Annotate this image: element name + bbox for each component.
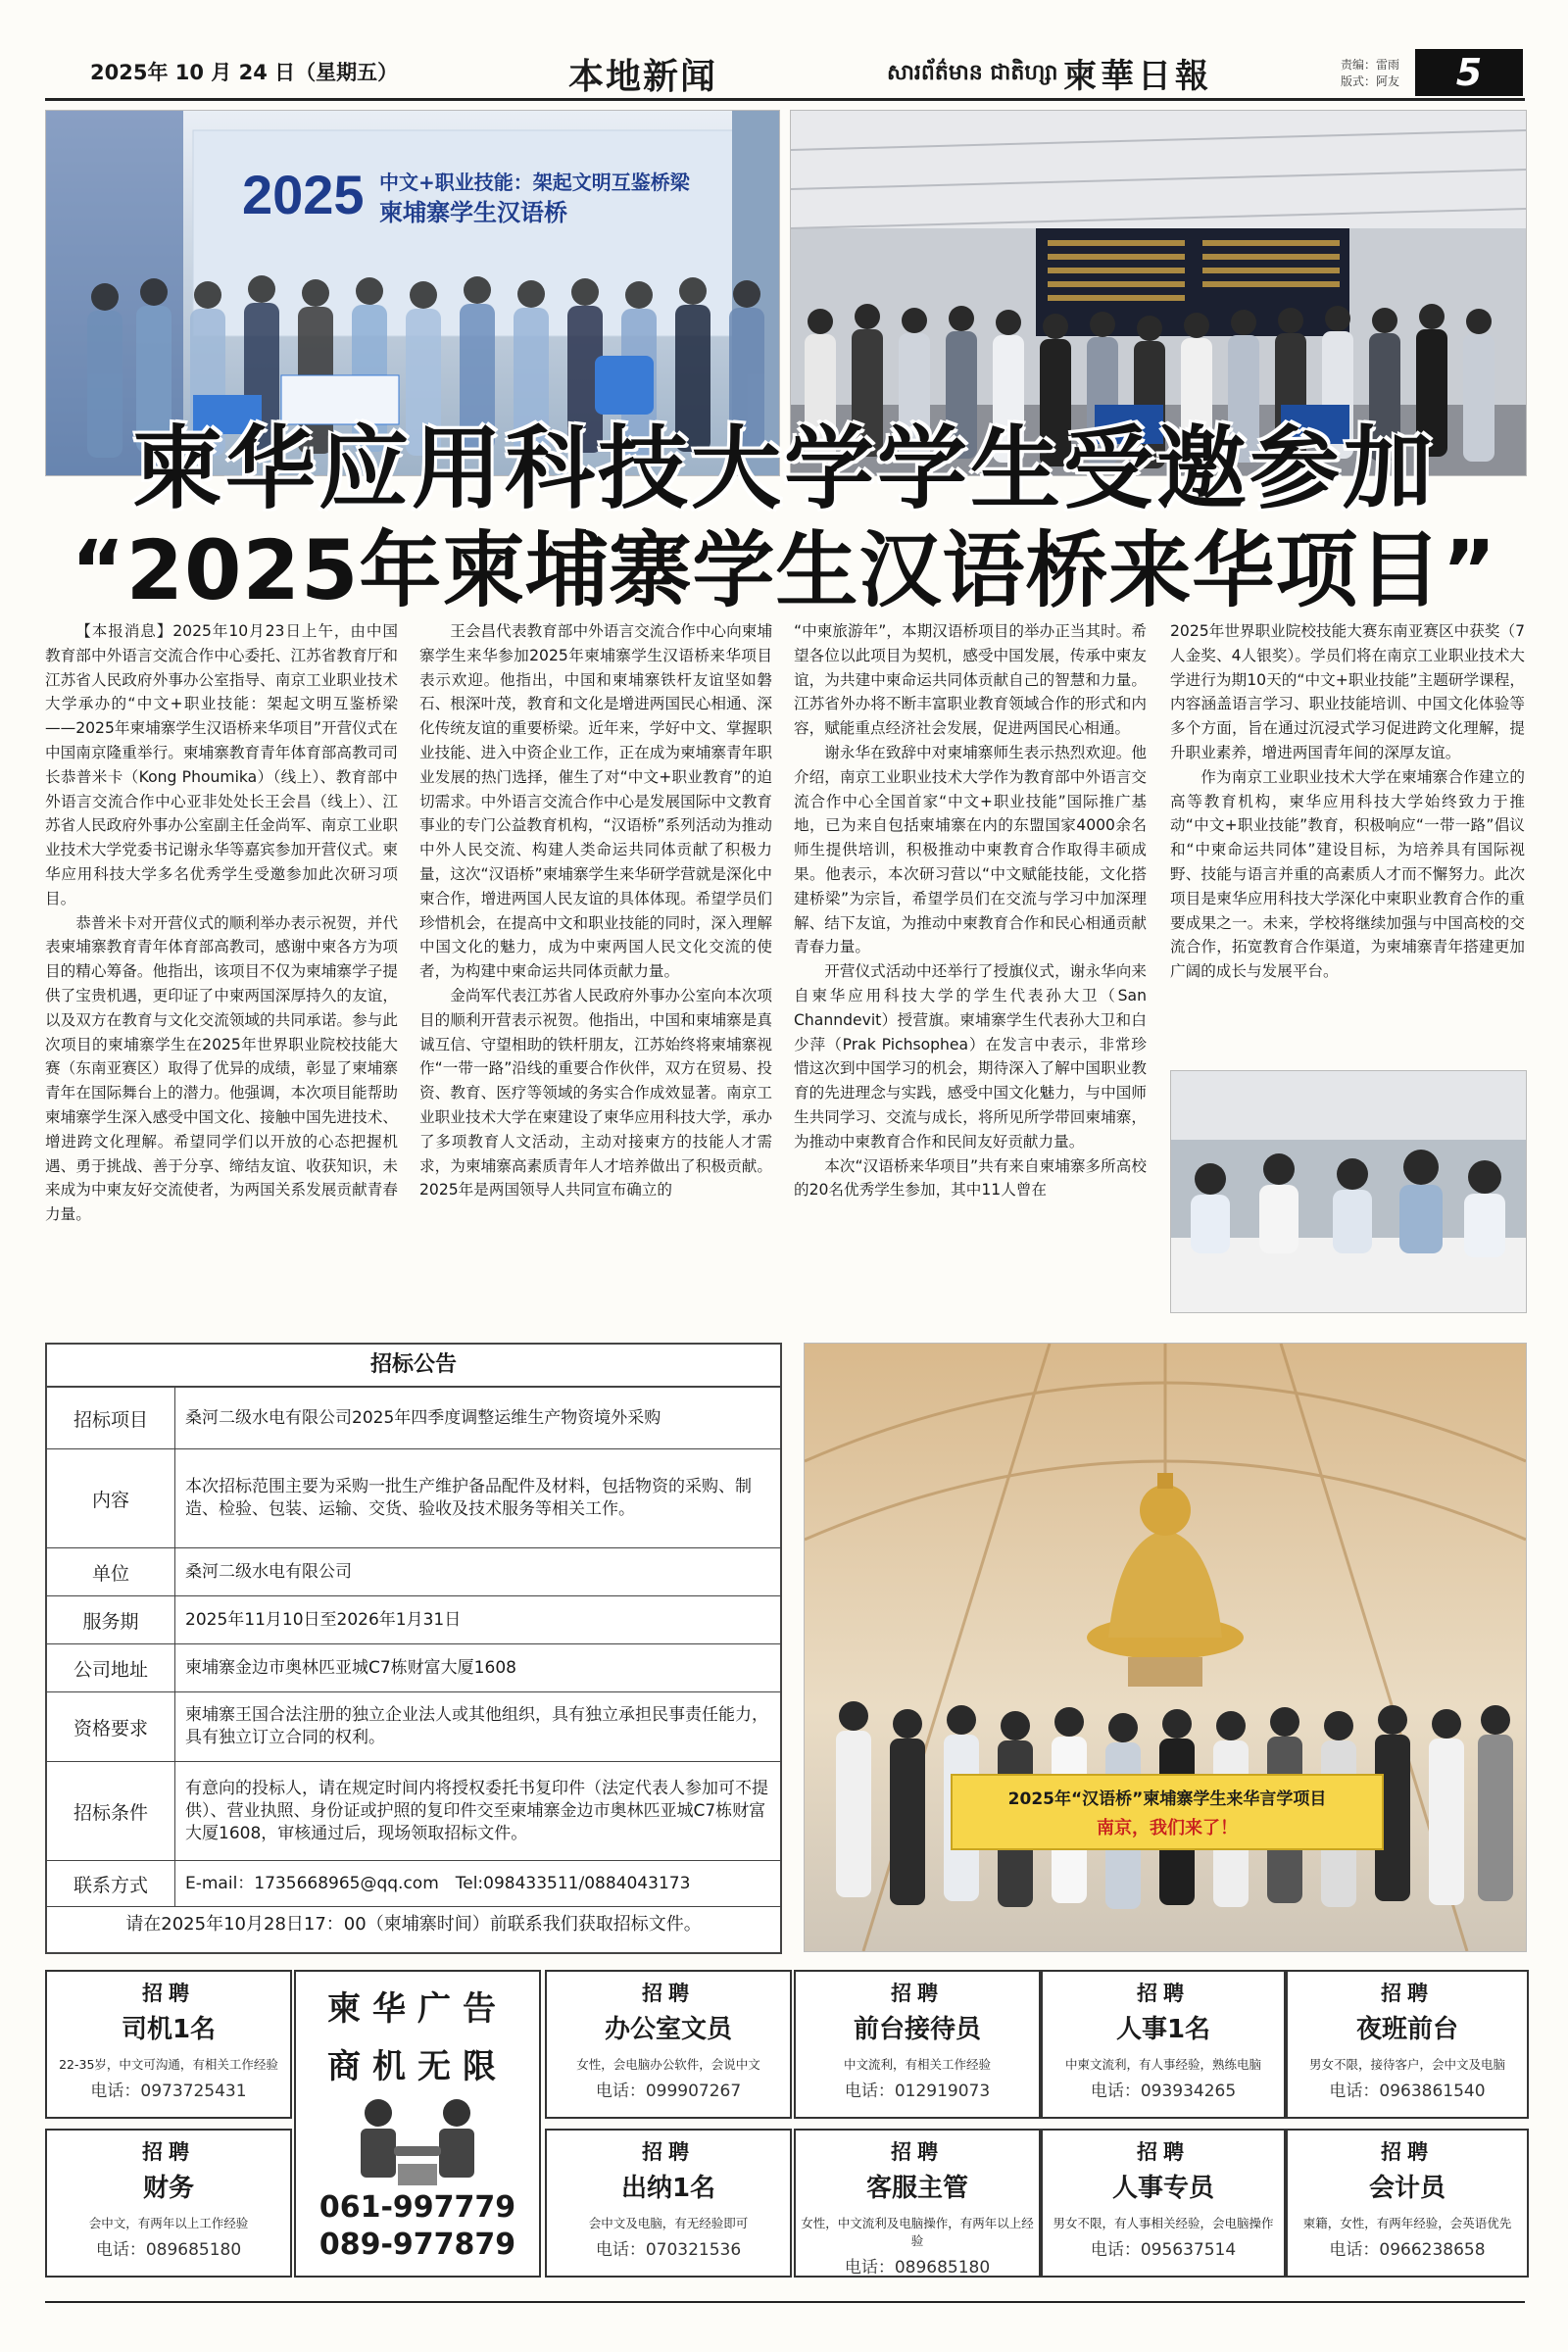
ad-title: 出纳1名 [620,2174,716,2203]
banner-caption-line-1: 2025年“汉语桥”柬埔寨学生来华言学项目 [1007,1789,1327,1809]
ad-phone: 电话：089685180 [844,2258,991,2278]
editor-credits [1341,57,1399,90]
job-ad [45,1970,292,2119]
paper-masthead: 柬華日報 [1063,57,1212,96]
handshake-icon [339,2091,496,2189]
ad-header: 招聘 [642,2140,695,2164]
banner-caption-line-2: 南京，我们来了！ [1097,1818,1238,1838]
editor-name: 责编：雷雨 [1341,58,1400,72]
tender-row-label: 招标条件 [47,1762,175,1860]
tender-row-value: 桑河二级水电有限公司 [185,1561,352,1582]
ad-header: 招聘 [142,1982,195,2005]
ad-header: 招聘 [1381,1982,1434,2005]
khmer-masthead: សារព័ត៌មាន ជាតិហ្សា [887,61,1058,85]
promo-line-2: 商机无限 [327,2047,508,2086]
tender-contact: E-mail：1735668965@qq.com Tel:098433511/0884043173 [185,1873,691,1893]
tender-row-value: 有意向的投标人，请在规定时间内将授权委托书复印件（法定代表人参加可不提供）、营业执照、身份证或护照的复印件交至柬埔寨金边市奥林匹亚城C7栋财富大厦1608，审核通过后，现场领取招标文件。 [185,1778,768,1843]
ad-header: 招聘 [1381,2140,1434,2164]
tender-row [47,1548,780,1596]
job-ad [45,2129,292,2278]
tender-row-value: 柬埔寨王国合法注册的独立企业法人或其他组织，具有独立承担民事责任能力，具有独立订立合同的权利。 [185,1705,768,1747]
ad-phone: 电话：099907267 [595,2082,742,2101]
tender-row-label: 单位 [47,1548,175,1595]
ad-description: 男女不限，有人事相关经验，会电脑操作 [1053,2216,1274,2230]
ad-description: 中文流利，有相关工作经验 [843,2057,991,2072]
promo-line-1: 柬华广告 [327,1989,508,2029]
ad-title: 办公室文员 [604,2015,732,2044]
tender-row [47,1692,780,1762]
ad-title: 前台接待员 [853,2015,981,2044]
ad-phone: 电话：089685180 [95,2240,242,2260]
article-column-2 [419,619,772,1202]
headline-line-1: 柬华应用科技大学学生受邀参加 [131,416,1436,521]
article-paragraph: 2025年世界职业院校技能大赛东南亚赛区中获奖（7人金奖、4人银奖）。学员们将在南京工业职业技术大学进行为期10天的“中文+职业技能”主题研学课程，内容涵盖语言学习、职业技能培训、中国文化体验等多个方面，旨在通过沉浸式学习促进跨文化理解，提升职业素养，增进两国青年间的深厚友谊。 [1170,622,1525,761]
article-paragraph: 【本报消息】2025年10月23日上午，由中国教育部中外语言交流合作中心委托、江苏省教育厅和江苏省人民政府外事办公室指导、南京工业职业技术大学承办的“中文+职业技能：架起文明互鉴桥梁——2025年柬埔寨学生汉语桥来华项目”开营仪式在中国南京隆重举行。柬埔寨教育青年体育部高教司司长恭普米卡（Kong Phoumika）（线上）、教育部中外语言交流合作中心亚非处处长王会昌（线上）、江苏省人民政府外事办公室副主任金尚军、南京工业职业技术大学党委书记谢永华等嘉宾参加开营仪式。柬华应用科技大学多名优秀学生受邀参加此次研习项目。 [45,622,398,907]
ad-header: 招聘 [142,2140,195,2164]
promo-phone-1: 061-997779 [318,2190,516,2225]
layout-name: 版式：阿友 [1341,74,1400,88]
tender-row-value: 桑河二级水电有限公司2025年四季度调整运维生产物资境外采购 [185,1407,662,1428]
ad-title: 财务 [142,2174,194,2203]
tender-row [47,1449,780,1548]
ad-description: 男女不限，接待客户，会中文及电脑 [1308,2057,1505,2072]
article-paragraph: “中柬旅游年”，本期汉语桥项目的举办正当其时。希望各位以此项目为契机，感受中国发展，传承中柬友谊，为共建中柬命运共同体贡献自己的智慧和力量。江苏省外办将不断丰富职业教育领域合作的形式和内容，赋能重点经济社会发展，促进两国民心相通。 [794,622,1147,738]
ad-title: 会计员 [1368,2174,1446,2203]
article-paragraph: 恭普米卡对开营仪式的顺利举办表示祝贺，并代表柬埔寨教育青年体育部高教司，感谢中柬各方为项目的精心筹备。他指出，该项目不仅为柬埔寨学子提供了宝贵机遇，更印证了中柬两国深厚持久的友谊，以及双方在教育与文化交流领域的共同承诺。参与此次项目的柬埔寨学生在2025年世界职业院校技能大赛（东南亚赛区）取得了优异的成绩，彰显了柬埔寨青年在国际舞台上的潜力。他强调，本次项目能帮助柬埔寨学生深入感受中国文化、接触中国先进技术、增进跨文化理解。希望同学们以开放的心态把握机遇、勇于挑战、善于分享、缔结友谊、收获知识，未来成为中柬友好交流使者，为两国关系发展贡献青春力量。 [45,913,398,1224]
ad-title: 人事1名 [1115,2015,1211,2044]
ad-title: 司机1名 [121,2015,217,2044]
tender-deadline: 请在2025年10月28日17：00（柬埔寨时间）前联系我们获取招标文件。 [125,1914,702,1935]
ad-phone: 电话：0966238658 [1329,2240,1486,2260]
tender-row [47,1861,780,1907]
tender-row-value: 2025年11月10日至2026年1月31日 [185,1609,462,1630]
banner-subtitle: 中文+职业技能：架起文明互鉴桥梁 [379,171,690,194]
article-column-4 [1170,619,1525,984]
article-paragraph: 本次“汉语桥来华项目”共有来自柬埔寨多所高校的20名优秀学生参加，其中11人曾在 [794,1156,1147,1200]
ad-description: 会中文及电脑，有无经验即可 [588,2216,749,2230]
article-column-3 [794,619,1147,1202]
tender-row [47,1762,780,1861]
tender-row-label: 公司地址 [47,1644,175,1691]
job-ad [1041,1970,1286,2119]
article-paragraph: 金尚军代表江苏省人民政府外事办公室向本次项目的顺利开营表示祝贺。他指出，中国和柬埔寨是真诚互信、守望相助的铁杆朋友，江苏始终将柬埔寨视作“一带一路”沿线的重要合作伙伴，双方在贸易、投资、教育、医疗等领域的务实合作成效显著。南京工业职业技术大学在柬建设了柬华应用科技大学，承办了多项教育人文活动，主动对接柬方的技能人才需求，为柬埔寨高素质青年人才培养做出了积极贡献。2025年是两国领导人共同宣布确立的 [419,986,772,1200]
article-paragraph: 开营仪式活动中还举行了授旗仪式，谢永华向来自柬华应用科技大学的学生代表孙大卫（San Channdevit）授营旗。柬埔寨学生代表孙大卫和白少萍（Prak Pichsophea）在发言中表示，非常珍惜这次到中国学习的机会，期待深入了解中国职业教育的先进理念与实践，感受中国文化魅力，与中国师生共同学习、交流与成长，将所见所学带回柬埔寨，为推动中柬教育合作和民间友好贡献力量。 [794,962,1147,1151]
ad-description: 22-35岁，中文可沟通，有相关工作经验 [59,2057,278,2072]
ad-title: 人事专员 [1111,2174,1214,2203]
promo-ad [294,1970,541,2278]
ad-phone: 电话：093934265 [1090,2082,1237,2101]
job-ad [545,2129,792,2278]
job-ad [794,2129,1041,2278]
ad-description: 女性，中文流利及电脑操作，有两年以上经验 [801,2216,1034,2248]
section-title: 本地新闻 [568,57,718,97]
ad-phone: 电话：070321536 [595,2240,742,2260]
ad-phone: 电话：0973725431 [90,2082,247,2101]
ad-phone: 电话：095637514 [1090,2240,1237,2260]
ad-title: 夜班前台 [1355,2015,1458,2044]
job-ad [1286,1970,1529,2119]
job-ad [545,1970,792,2119]
job-ad [1286,2129,1529,2278]
tender-row [47,1596,780,1644]
tender-notice [45,1343,782,1954]
promo-phone-2: 089-977879 [318,2228,516,2262]
job-ad [1041,2129,1286,2278]
tender-row-label: 资格要求 [47,1692,175,1761]
page-number: 5 [1415,49,1523,96]
ad-header: 招聘 [891,1982,944,2005]
job-ad [794,1970,1041,2119]
ad-phone: 电话：012919073 [844,2082,991,2101]
article-paragraph: 作为南京工业职业技术大学在柬埔寨合作建立的高等教育机构，柬华应用科技大学始终致力于推动“中文+职业技能”教育，积极响应“一带一路”倡议和“中柬命运共同体”建设目标，为培养具有国际视野、技能与语言并重的高素质人才而不懈努力。此次项目是柬华应用科技大学深化中柬职业教育合作的重要成果之一。未来，学校将继续加强与中国高校的交流合作，拓宽教育合作渠道，为柬埔寨青年搭建更加广阔的成长与发展平台。 [1170,767,1525,981]
classroom-photo [1170,1070,1527,1313]
banner-subtitle-2: 柬埔寨学生汉语桥 [379,199,567,226]
tender-row [47,1388,780,1449]
ad-description: 中柬文流利，有人事经验，熟练电脑 [1064,2057,1261,2072]
article-paragraph: 谢永华在致辞中对柬埔寨师生表示热烈欢迎。他介绍，南京工业职业技术大学作为教育部中外语言交流合作中心全国首家“中文+职业技能”国际推广基地，已为来自包括柬埔寨在内的东盟国家4000余名师生提供培训，积极推动中柬教育合作取得丰硕成果。他表示，本次研习营以“中文赋能技能，文化搭建桥梁”为宗旨，希望学员们在交流与学习中加深理解、结下友谊，为推动中柬教育合作和民心相通贡献青春力量。 [794,743,1147,956]
tender-title: 招标公告 [47,1345,780,1388]
ad-header: 招聘 [891,2140,944,2164]
article-paragraph: 王会昌代表教育部中外语言交流合作中心向柬埔寨学生来华参加2025年柬埔寨学生汉语桥来华项目表示欢迎。他指出，中国和柬埔寨铁杆友谊坚如磐石、根深叶茂，教育和文化是增进两国民心相通、深化传统友谊的重要桥梁。近年来，学好中文、掌握职业技能、进入中资企业工作，正在成为柬埔寨青年职业发展的热门选择，催生了对“中文+职业教育”的迫切需求。中外语言交流合作中心是发展国际中文教育事业的专门公益教育机构，“汉语桥”系列活动为推动中外人民交流、构建人类命运共同体贡献了积极力量，这次“汉语桥”柬埔寨学生来华研学营就是深化中柬合作，增进两国人民友谊的具体体现。希望学员们珍惜机会，在提高中文和职业技能的同时，深入理解中国文化的魅力，成为中柬两国人民文化交流的使者，为构建中柬命运共同体贡献力量。 [419,622,772,981]
tender-row-label: 服务期 [47,1596,175,1643]
ad-phone: 电话：0963861540 [1329,2082,1486,2101]
article-column-1 [45,619,398,1227]
footer-rule [45,2301,1525,2303]
tender-row [47,1644,780,1692]
ad-description: 会中文，有两年以上工作经验 [88,2216,249,2230]
tender-row-label: 内容 [47,1449,175,1547]
tender-row-label: 联系方式 [47,1861,175,1906]
tender-row-value: 柬埔寨金边市奥林匹亚城C7栋财富大厦1608 [185,1657,516,1678]
headline-line-2: “2025年柬埔寨学生汉语桥来华项目” [71,522,1497,618]
airport-buddha-photo [804,1343,1527,1952]
ad-description: 女性，会电脑办公软件，会说中文 [576,2057,760,2072]
ad-header: 招聘 [1137,2140,1190,2164]
tender-row-label: 招标项目 [47,1388,175,1448]
ad-header: 招聘 [642,1982,695,2005]
banner-year: 2025 [242,164,365,225]
issue-date: 2025年 10 月 24 日（星期五） [90,61,399,84]
ad-title: 客服主管 [865,2174,968,2203]
header-rule [45,98,1525,101]
tender-row-value: 本次招标范围主要为采购一批生产维护备品配件及材料，包括物资的采购、制造、检验、包装、运输、交货、验收及技术服务等相关工作。 [185,1477,752,1519]
ad-header: 招聘 [1137,1982,1190,2005]
ad-description: 柬籍，女性，有两年经验，会英语优先 [1302,2216,1512,2230]
